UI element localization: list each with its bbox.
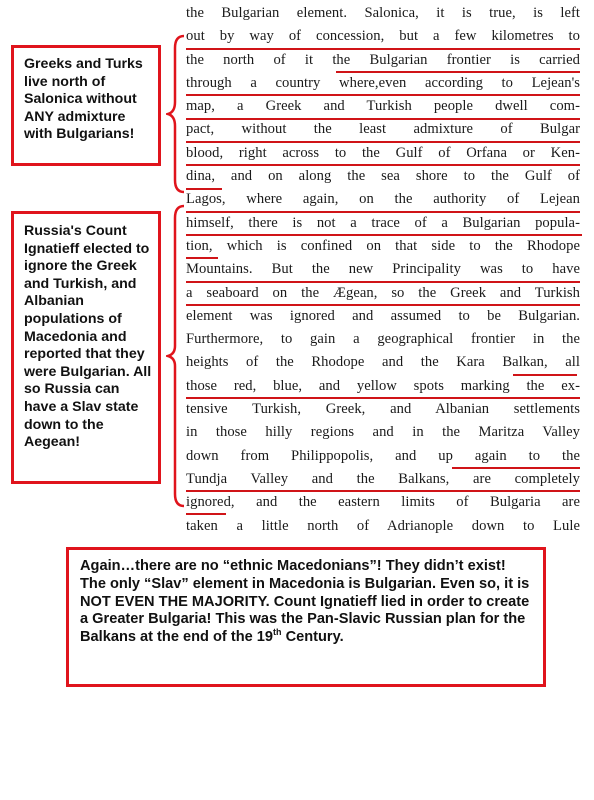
excerpt-line: in those hilly regions and in the Maritza Valley xyxy=(186,424,580,441)
highlight-underline xyxy=(186,48,580,50)
highlight-underline xyxy=(186,188,222,190)
callout-summary-superscript: th xyxy=(273,627,282,638)
highlight-underline xyxy=(186,397,580,399)
callout-summary xyxy=(66,547,546,687)
callout-summary-main: Again…there are no “ethnic Macedonians”! They didn’t exist! The only “Slav” element in Macedonia is Bulgarian. Even so, it is NOT EVEN THE MAJORITY. Count Ignatieff lied in order to create a Greater Bulgaria! This was the Pan-Slavic Russian plan for the Balkans at the end of the 19 xyxy=(80,558,530,646)
highlight-underline xyxy=(186,118,580,120)
highlight-underline xyxy=(186,490,580,492)
excerpt-line: the Bulgarian element. Salonica, it is true, is left xyxy=(186,5,580,21)
excerpt-line: taken a little north of Adrianople down to Lule xyxy=(186,517,580,534)
highlight-underline xyxy=(186,234,582,236)
excerpt-line: ignored, and the eastern limits of Bulgaria are xyxy=(186,494,580,511)
brace-bottom xyxy=(166,204,186,508)
highlight-underline xyxy=(186,281,580,283)
excerpt-line: a seaboard on the Ægean, so the Greek and Turkish xyxy=(186,284,580,301)
excerpt-line: heights of the Rhodope and the Kara Balkan, all xyxy=(186,354,580,371)
highlight-underline xyxy=(186,94,580,96)
excerpt-line: tensive Turkish, Greek, and Albanian settlements xyxy=(186,401,580,418)
highlight-underline xyxy=(186,513,226,515)
excerpt-line: out by way of concession, but a few kilometres to xyxy=(186,28,580,45)
excerpt-line: element was ignored and assumed to be Bulgarian. xyxy=(186,307,580,324)
highlight-underline xyxy=(186,211,580,213)
book-excerpt xyxy=(186,2,580,538)
highlight-underline xyxy=(186,164,580,166)
excerpt-line: dina, and on along the sea shore to the Gulf of xyxy=(186,168,580,185)
excerpt-line: Lagos, where again, on the authority of Lejean xyxy=(186,191,580,208)
highlight-underline xyxy=(186,141,580,143)
callout-count-ignatieff-text: Russia's Count Ignatieff elected to ignore the Greek and Turkish, and Albanian populations of Macedonia and reported that they were Bulgarian. All so Russia can have a Slav state down to the Aegean! xyxy=(24,223,152,451)
callout-summary-text xyxy=(80,558,535,647)
callout-summary-end: Century. xyxy=(281,629,344,646)
brace-top xyxy=(166,34,186,194)
excerpt-line: those red, blue, and yellow spots marking the ex- xyxy=(186,377,580,394)
excerpt-line: himself, there is not a trace of a Bulgarian popula- xyxy=(186,214,580,231)
excerpt-line: blood, right across to the Gulf of Orfana or Ken- xyxy=(186,144,580,161)
excerpt-line: the north of it the Bulgarian frontier is carried xyxy=(186,51,580,68)
excerpt-line: down from Philippopolis, and up again to the xyxy=(186,447,580,464)
callout-greeks-turks-text: Greeks and Turks live north of Salonica without ANY admixture with Bulgarians! xyxy=(24,56,143,142)
highlight-underline xyxy=(336,71,580,73)
highlight-underline xyxy=(186,257,218,259)
highlight-underline xyxy=(186,304,580,306)
excerpt-line: Mountains. But the new Principality was to have xyxy=(186,261,580,278)
excerpt-line: map, a Greek and Turkish people dwell com- xyxy=(186,98,580,115)
excerpt-line: pact, without the least admixture of Bulgar xyxy=(186,121,580,138)
excerpt-line: Furthermore, to gain a geographical frontier in the xyxy=(186,331,580,348)
excerpt-line: tion, which is confined on that side to the Rhodope xyxy=(186,237,580,254)
highlight-underline xyxy=(513,374,577,376)
callout-count-ignatieff xyxy=(11,211,161,484)
callout-greeks-turks xyxy=(11,45,161,166)
excerpt-line: Tundja Valley and the Balkans, are completely xyxy=(186,470,580,487)
excerpt-line: through a country where,even according to Lejean's xyxy=(186,74,580,91)
highlight-underline xyxy=(452,467,580,469)
